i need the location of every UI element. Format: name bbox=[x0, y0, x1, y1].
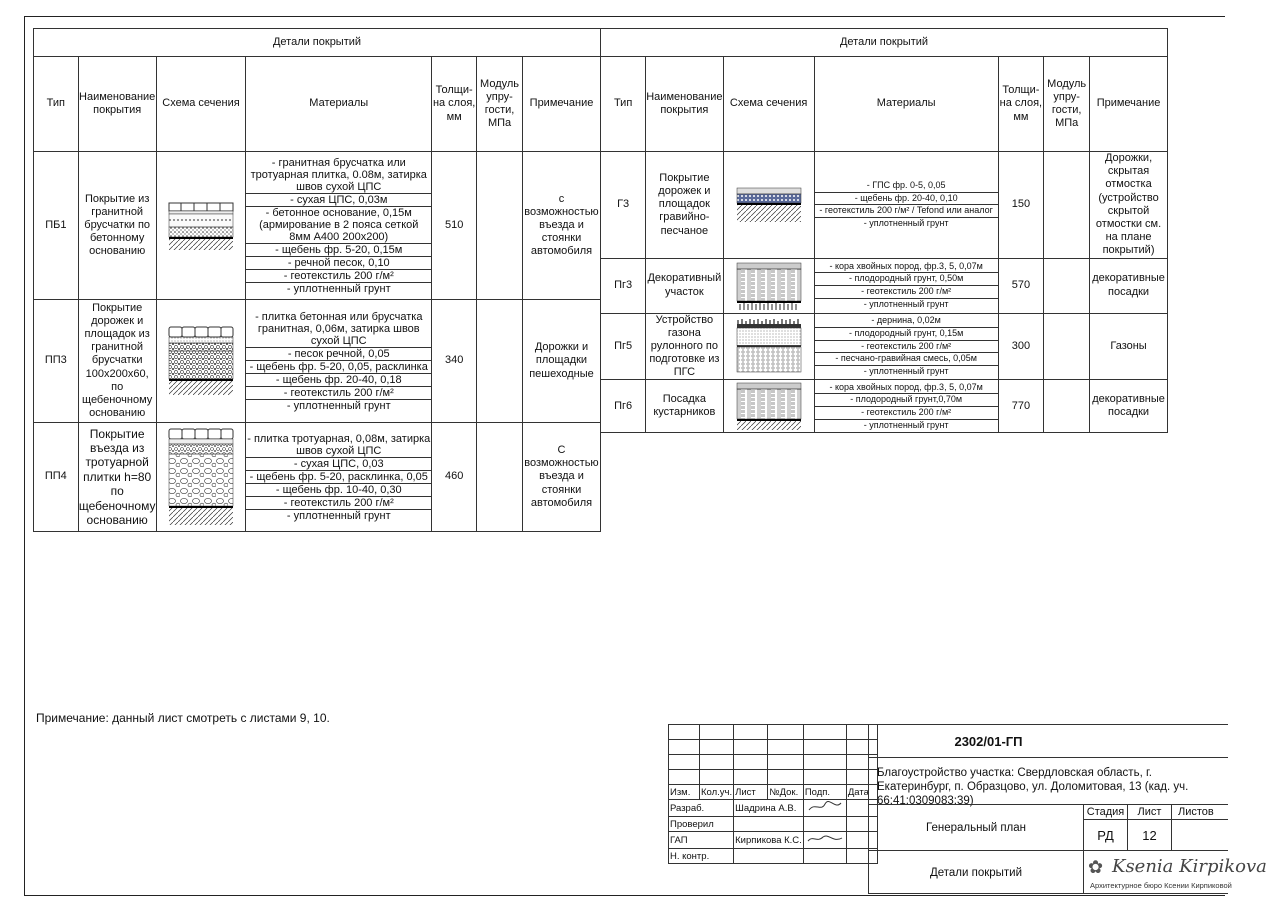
section-scheme-pp3 bbox=[156, 300, 246, 423]
header-materials: Материалы bbox=[814, 57, 998, 152]
document-code: 2302/01-ГП bbox=[868, 724, 1228, 758]
row-note: декоративные посадки bbox=[1090, 258, 1168, 313]
row-note: декоративные посадки bbox=[1090, 380, 1168, 433]
right-coverage-table bbox=[600, 28, 1168, 433]
header-type: Тип bbox=[601, 57, 646, 152]
table-row bbox=[34, 300, 601, 423]
row-type: Г3 bbox=[601, 152, 646, 259]
header-modulus: Модуль упру-гости, МПа bbox=[1044, 57, 1090, 152]
row-note: Дорожки и площадки пешеходные bbox=[523, 300, 601, 423]
signature bbox=[803, 832, 846, 849]
stamp-role: Н. контр. bbox=[669, 849, 734, 864]
section-name: Генеральный план bbox=[868, 804, 1084, 850]
row-type: ПБ1 bbox=[34, 152, 79, 300]
stage-label: Стадия bbox=[1084, 804, 1128, 819]
row-modulus bbox=[1044, 313, 1090, 380]
row-note: с возможностью въезда и стоянки автомобиля bbox=[523, 152, 601, 300]
row-materials: - гранитная брусчатка или тротуарная плитка, 0.08м, затирка швов сухой ЦПС - сухая ЦПС, 0,03м - бетонное основание, 0,15м (армирование в 2 пояса сеткой 8мм А400 200х200) - щебень фр. 5-20, 0,15м - речной песок, 0,10 - геотекстиль 200 г/м² - уплотненный грунт bbox=[246, 152, 432, 300]
sheets-label: Листов bbox=[1172, 804, 1228, 819]
sheet-value: 12 bbox=[1128, 819, 1172, 850]
row-note: С возможностью въезда и стоянки автомобиля bbox=[523, 423, 601, 532]
table-row bbox=[601, 380, 1168, 433]
table-row bbox=[34, 152, 601, 300]
row-modulus bbox=[1044, 380, 1090, 433]
sheet-label: Лист bbox=[1128, 804, 1172, 819]
row-note: Дорожки, скрытая отмостка (устройство скрытой отмостки см. на плане покрытий) bbox=[1090, 152, 1168, 259]
header-thickness: Толщи-на слоя, мм bbox=[432, 57, 477, 152]
stamp-role: Разраб. bbox=[669, 800, 734, 817]
row-name: Покрытие дорожек и площадок гравийно-песчаное bbox=[646, 152, 723, 259]
table-title: Детали покрытий bbox=[601, 29, 1168, 57]
row-materials: - плитка бетонная или брусчатка гранитная, 0,06м, затирка швов сухой ЦПС - песок речной, 0,05 - щебень фр. 5-20, 0,05, расклинка - щебень фр. 20-40, 0,18 - геотекстиль 200 г/м² - уплотненный грунт bbox=[246, 300, 432, 423]
title-block-grid bbox=[668, 724, 878, 864]
row-type: ПП3 bbox=[34, 300, 79, 423]
table-row bbox=[601, 152, 1168, 259]
row-thickness: 510 bbox=[432, 152, 477, 300]
row-thickness: 770 bbox=[998, 380, 1044, 433]
section-scheme-g3 bbox=[723, 152, 814, 259]
header-name: Наименование покрытия bbox=[78, 57, 156, 152]
stamp-role: Проверил bbox=[669, 817, 734, 832]
header-note: Примечание bbox=[1090, 57, 1168, 152]
row-name: Покрытие въезда из тротуарной плитки h=80 по щебеночному основанию bbox=[78, 423, 156, 532]
header-scheme: Схема сечения bbox=[156, 57, 246, 152]
row-name: Устройство газона рулонного по подготовке из ПГС bbox=[646, 313, 723, 380]
stamp-col-sign: Подп. bbox=[803, 785, 846, 800]
row-materials: - кора хвойных пород, фр.3, 5, 0,07м - плодородный грунт, 0,50м - геотекстиль 200 г/м² - уплотненный грунт bbox=[814, 258, 998, 313]
row-modulus bbox=[1044, 152, 1090, 259]
row-materials: - кора хвойных пород, фр.3, 5, 0,07м - плодородный грунт,0,70м - геотекстиль 200 г/м² - уплотненный грунт bbox=[814, 380, 998, 433]
stage-value: РД bbox=[1084, 819, 1128, 850]
header-type: Тип bbox=[34, 57, 79, 152]
row-type: Пг3 bbox=[601, 258, 646, 313]
stamp-person bbox=[734, 817, 804, 832]
section-scheme-pg3 bbox=[723, 258, 814, 313]
sheets-value bbox=[1172, 819, 1228, 850]
row-materials: - дернина, 0,02м - плодородный грунт, 0,15м - геотекстиль 200 г/м² - песчано-гравийная смесь, 0,05м - уплотненный грунт bbox=[814, 313, 998, 380]
section-scheme-pg6 bbox=[723, 380, 814, 433]
section-scheme-pp4 bbox=[156, 423, 246, 532]
header-name: Наименование покрытия bbox=[646, 57, 723, 152]
stamp-person: Шадрина А.В. bbox=[734, 800, 804, 817]
table-title: Детали покрытий bbox=[34, 29, 601, 57]
logo-text: Ksenia Kirpikova bbox=[1112, 856, 1267, 877]
row-name: Покрытие дорожек и площадок из гранитной брусчатки 100х200х60, по щебеночному основанию bbox=[78, 300, 156, 423]
stamp-col-kolvo: Кол.уч. bbox=[701, 786, 733, 798]
header-materials: Материалы bbox=[246, 57, 432, 152]
stamp-col-izm: Изм. bbox=[669, 785, 700, 800]
row-modulus bbox=[477, 152, 523, 300]
stamp-col-doc: №Док. bbox=[768, 785, 803, 800]
row-type: Пг6 bbox=[601, 380, 646, 433]
row-name: Декоративный участок bbox=[646, 258, 723, 313]
logo-subtitle: Архитектурное бюро Ксении Кирпиковой bbox=[1090, 881, 1232, 890]
header-modulus: Модуль упру-гости, МПа bbox=[477, 57, 523, 152]
title-block-main bbox=[868, 724, 1267, 894]
row-modulus bbox=[477, 300, 523, 423]
flower-icon: ✿ bbox=[1088, 857, 1104, 877]
stamp-person bbox=[734, 849, 804, 864]
row-thickness: 150 bbox=[998, 152, 1044, 259]
row-thickness: 340 bbox=[432, 300, 477, 423]
table-row bbox=[601, 313, 1168, 380]
row-thickness: 300 bbox=[998, 313, 1044, 380]
row-modulus bbox=[1044, 258, 1090, 313]
row-thickness: 570 bbox=[998, 258, 1044, 313]
studio-logo bbox=[1084, 850, 1267, 894]
row-name: Посадка кустарников bbox=[646, 380, 723, 433]
stamp-col-date: Дата bbox=[846, 785, 877, 800]
stamp-person: Кирпикова К.С. bbox=[734, 832, 804, 849]
row-modulus bbox=[477, 423, 523, 532]
table-row bbox=[34, 423, 601, 532]
stamp-col-list: Лист bbox=[734, 785, 768, 800]
row-thickness: 460 bbox=[432, 423, 477, 532]
table-row bbox=[601, 258, 1168, 313]
row-name: Покрытие из гранитной брусчатки по бетонному основанию bbox=[78, 152, 156, 300]
row-type: ПП4 bbox=[34, 423, 79, 532]
row-type: Пг5 bbox=[601, 313, 646, 380]
sheet-title: Детали покрытий bbox=[868, 850, 1084, 894]
row-materials: - плитка тротуарная, 0,08м, затирка швов сухой ЦПС - сухая ЦПС, 0,03 - щебень фр. 5-20, расклинка, 0,05 - щебень фр. 10-40, 0,30 - геотекстиль 200 г/м² - уплотненный грунт bbox=[246, 423, 432, 532]
project-title: Благоустройство участка: Свердловская область, г. Екатеринбург, п. Образцово, ул. Доломитовая, 13 (кад. уч. 66:41:0309083:39) bbox=[868, 758, 1228, 804]
footnote: Примечание: данный лист смотреть с листами 9, 10. bbox=[36, 711, 330, 725]
header-thickness: Толщи-на слоя, мм bbox=[998, 57, 1044, 152]
section-scheme-pb1 bbox=[156, 152, 246, 300]
signature bbox=[803, 800, 846, 817]
row-materials: - ГПС фр. 0-5, 0,05 - щебень фр. 20-40, 0,10 - геотекстиль 200 г/м² / Tefond или аналог - уплотненный грунт bbox=[814, 152, 998, 259]
left-coverage-table bbox=[33, 28, 601, 532]
row-note: Газоны bbox=[1090, 313, 1168, 380]
section-scheme-pg5 bbox=[723, 313, 814, 380]
header-scheme: Схема сечения bbox=[723, 57, 814, 152]
stamp-role: ГАП bbox=[669, 832, 734, 849]
header-note: Примечание bbox=[523, 57, 601, 152]
